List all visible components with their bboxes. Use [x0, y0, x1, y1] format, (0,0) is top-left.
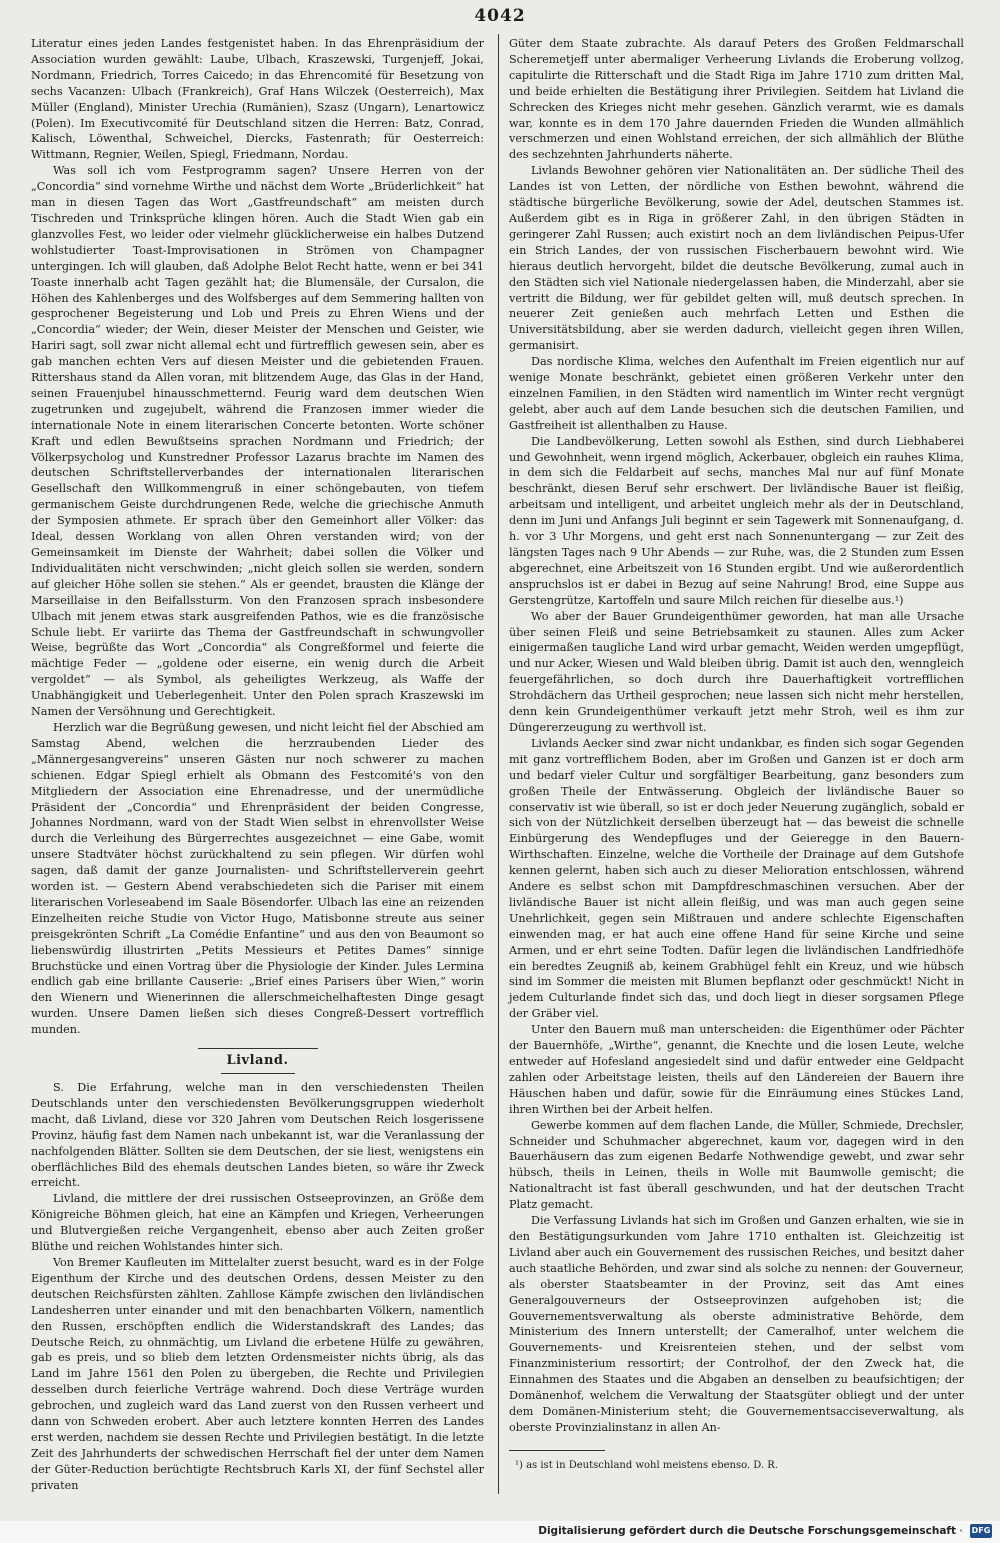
paragraph: Gewerbe kommen auf dem flachen Lande, die Müller, Schmiede, Drechsler, Schneider und Schuhmacher abgerechnet, kaum vor, dagegen wird in den Bauerhäusern das zum eigenen Bedarfe Nothwendige gewebt, und zwar sehr hübsch, theils in Leinen, theils in Wolle mit Baumwolle gemischt; die Nationaltracht ist fast überall geschwunden, und hat der deutschen Tracht Platz gemacht.: [509, 1118, 964, 1212]
section-divider: [198, 1048, 318, 1049]
footnote: ¹) as ist in Deutschland wohl meistens ebenso. D. R.: [515, 1459, 779, 1471]
paragraph: Güter dem Staate zubrachte. Als darauf Peters des Großen Feldmarschall Scheremetjeff unter abermaliger Verheerung Livlands die Eroberung vollzog, capitulirte die Ritterschaft und die Stadt Riga im Jahre 1710 zum dritten Mal, und beide erhielten die Bestätigung ihrer Privilegien. Seitdem hat Livland die Schrecken des Krieges nicht mehr gesehen. Gänzlich verarmt, wie es damals war, konnte es in dem 170 Jahre dauernden Frieden die Wunden allmählich verschmerzen und einen Wohlstand erreichen, der sich allmählich der Blüthe des sechzehnten Jahrhunderts näherte.: [509, 37, 964, 162]
paragraph: Livlands Bewohner gehören vier Nationalitäten an. Der südliche Theil des Landes ist von Letten, der nördliche von Esthen bewohnt, während die städtische bürgerliche Bevölkerung, sowie der Adel, deutschen Stammes ist. Außerdem gibt es in Riga in größerer Zahl, in den übrigen Städten in geringerer Zahl Russen; auch existirt noch an dem livländischen Peipus-Ufer ein Strich Landes, der von russischen Fischerbauern bewohnt wird. Wie hieraus deutlich hervorgeht, bildet die deutsche Bevölkerung, zumal auch in den Städten sich viel Nationale niedergelassen haben, die Minderzahl, aber sie vertritt die Bildung, wer für gebildet gelten will, muß deutsch sprechen. In neuerer Zeit genießen auch mehrfach Letten und Esthen die Universitätsbildung, aber sie werden dadurch, vielleicht gegen ihren Willen, germanisirt.: [509, 164, 964, 353]
paragraph: Herzlich war die Begrüßung gewesen, und nicht leicht fiel der Abschied am Samstag Abend, welchen die herzraubenden Lieder des „Männergesangvereins“ unseren Gästen nur noch schwerer zu machen schienen. Edgar Spiegl erhielt als Obmann des Festcomité's von den Mitgliedern der Association eine Ehrenadresse, und der unermüdliche Präsident der „Concordia“ und Ehrenpräsident der beiden Congresse, Johannes Nordmann, ward von der Stadt Wien selbst in ehrenvollster Weise durch die Verleihung des Bürgerrechtes ausgezeichnet — eine Gabe, womit unsere Stadtväter höchst zurückhaltend zu sein pflegen. Wir dürfen wohl sagen, daß damit der ganze Journalisten- und Schriftstellerverein geehrt worden ist. — Gestern Abend verabschiedeten sich die Pariser mit einem literarischen Vorleseabend im Saale Bösendorfer. Ulbach las eine an reizenden Einzelheiten reiche Studie von Victor Hugo, Matisbonne streute aus seiner preisgekrönten Schrift „La Comédie Enfantine“ und aus den von Beaumont so liebenswürdig illustrirten „Petits Messieurs et Petites Dames“ sinnige Bruchstücke und einen Vortrag über die Physiologie der Kinder. Jules Lermina endlich gab eine brillante Causerie: „Brief eines Parisers über Wien,“ worin den Wienern und Wienerinnen die allerschmeichelhaftesten Dinge gesagt wurden. Unsere Damen ließen sich dieses Congreß-Dessert vortrefflich munden.: [31, 720, 484, 1037]
footnote-divider: [509, 1450, 605, 1451]
footer-credit: [538, 1525, 966, 1537]
section-title: Livland.: [226, 1053, 289, 1069]
paragraph: Wo aber der Bauer Grundeigenthümer geworden, hat man alle Ursache über seinen Fleiß und seine Betriebsamkeit zu staunen. Alles zum Acker einigermaßen taugliche Land wird urbar gemacht, Weiden werden umgepflügt, und nur Acker, Wiesen und Wald bleiben übrig. Damit ist auch den, wenngleich feuergefährlichen, so doch durch ihre Dauerhaftigkeit vortrefflichen Strohdächern das Urtheil gesprochen; neue lassen sich nicht mehr herstellen, denn kein Grundeigenthümer verkauft jetzt mehr Stroh, weil es ihm zur Düngererzeugung zu werthvoll ist.: [509, 609, 964, 734]
paragraph: Livland, die mittlere der drei russischen Ostseeprovinzen, an Größe dem Königreiche Böhmen gleich, hat eine an Kämpfen und Kriegen, Verheerungen und Blutvergießen reiche Vergangenheit, ebenso aber auch Zeiten großer Blüthe und reichen Wohlstandes hinter sich.: [31, 1192, 484, 1254]
section-divider: [221, 1073, 295, 1074]
paragraph: Die Verfassung Livlands hat sich im Großen und Ganzen erhalten, wie sie in den Bestätigungsurkunden vom Jahre 1710 enthalten ist. Gleichzeitig ist Livland aber auch ein Gouvernement des russischen Reiches, und besitzt daher auch staatliche Behörden, und zwar sind als solche zu nennen: der Gouverneur, als oberster Staatsbeamter in der Provinz, seit das Amt eines Generalgouverneurs der Ostseeprovinzen aufgehoben ist; die Gouvernementsverwaltung als oberste administrative Behörde, dem Ministerium des Innern unterstellt; der Cameralhof, unter welchem die Gouvernements- und Kreisrenteien stehen, und der selbst vom Finanzministerium ressortirt; der Controlhof, der den Zweck hat, die Einnahmen des Staates und die Abgaben an denselben zu beaufsichtigen; der Domänenhof, welchem die Verwaltung der Staatsgüter obliegt und der unter dem Domänen-Ministerium steht; die Gouvernementsacciseverwaltung, als oberste Provinzialinstanz in allen An-: [509, 1214, 964, 1434]
paragraph: Livlands Aecker sind zwar nicht undankbar, es finden sich sogar Gegenden mit ganz vortrefflichem Boden, aber im Großen und Ganzen ist er doch arm und bedarf vieler Cultur und sorgfältiger Bearbeitung, ganz besonders zum großen Theile der Entwässerung. Obgleich der livländische Bauer so conservativ ist wie überall, so ist er doch jeder Neuerung zugänglich, sobald er sich von der Nützlichkeit derselben überzeugt hat — das beweist die schnelle Einbürgerung des Wendepfluges und der Geieregge in den Bauern-Wirthschaften. Einzelne, welche die Vortheile der Drainage auf dem Gutshofe kennen gelernt, haben sich auch zu dieser Melioration entschlossen, während Andere es selbst schon mit Dampfdreschmaschinen versuchen. Aber der livländische Bauer ist nicht allein fleißig, und was man auch gegen seine Unehrlichkeit, gegen sein Mißtrauen und andere schlechte Eigenschaften einwenden mag, er hat auch eine offene Hand für seine Kirche und seine Armen, und er ehrt seine Todten. Dafür legen die livländischen Landfriedhöfe ein beredtes Zeugniß ab, keinem Grabhügel fehlt ein Kreuz, und wie hübsch sind im Sommer die meisten mit Blumen bepflanzt oder geschmückt! Nicht in jedem Culturlande findet sich das, und doch liegt in dieser sorgsamen Pflege der Gräber viel.: [509, 736, 964, 1021]
paragraph: Die Landbevölkerung, Letten sowohl als Esthen, sind durch Liebhaberei und Gewohnheit, wenn irgend möglich, Ackerbauer, obgleich ein rauhes Klima, in dem sich die Feldarbeit auf sechs, manches Mal nur auf fünf Monate beschränkt, diesen Beruf sehr erschwert. Der livländische Bauer ist fleißig, arbeitsam und intelligent, und arbeitet ungleich mehr als der in Deutschland, denn im Juni und Anfangs Juli beginnt er sein Tagewerk mit Sonnenaufgang, d. h. vor 3 Uhr Morgens, und geht erst nach Sonnenuntergang — zur Zeit des längsten Tages nach 9 Uhr Abends — zur Ruhe, was, die 2 Stunden zum Essen abgerechnet, eine Arbeitszeit von 16 Stunden ergibt. Und wie außerordentlich anspruchslos ist er dabei in Bezug auf seine Nahrung! Brod, eine Suppe aus Gerstengrütze, Kartoffeln und saure Milch reichen für dieselbe aus.¹): [509, 434, 964, 607]
left-column: [31, 36, 484, 1494]
footer-credit-text: Digitalisierung gefördert durch die Deutsche Forschungsgemeinschaft: [538, 1525, 956, 1537]
footer-bar: [0, 1521, 1000, 1543]
column-divider: [498, 34, 499, 1494]
paragraph: Von Bremer Kaufleuten im Mittelalter zuerst besucht, ward es in der Folge Eigenthum der Kirche und des deutschen Ordens, dessen Meister zu den deutschen Reichsfürsten zählten. Zahllose Kämpfe zwischen den livländischen Landesherren unter einander und mit den benachbarten Völkern, namentlich den Russen, erschöpften endlich die Widerstandskraft des Landes; das Deutsche Reich, zu ohnmächtig, um Livland die erbetene Hülfe zu gewähren, gab es preis, und so blieb dem letzten Ordensmeister nichts übrig, als das Land im Jahre 1561 den Polen zu übergeben, die Rechte und Privilegien desselben durch feierliche Verträge wahrend. Doch diese Verträge wurden gebrochen, und zugleich ward das Land zuerst von den Russen verheert und dann von Schweden erobert. Aber auch letztere konnten Herren des Landes erst werden, nachdem sie dessen Rechte und Privilegien bestätigt. In die letzte Zeit des Jahrhunderts der schwedischen Herrschaft fiel der unter dem Namen der Güter-Reduction berüchtigte Rechtsbruch Karls XI, der fünf Sechstel aller privaten: [31, 1255, 484, 1492]
paragraph: Literatur eines jeden Landes festgenistet haben. In das Ehrenpräsidium der Association wurden gewählt: Laube, Ulbach, Kraszewski, Turgenjeff, Jokai, Nordmann, Friedrich, Torres Caicedo; in das Ehrencomité für Besetzung von sechs Vacanzen: Ulbach (Frankreich), Graf Hans Wilczek (Oesterreich), Max Müller (England), Minister Urechia (Rumänien), Szasz (Ungarn), Lenartowicz (Polen). Im Executivcomité für Deutschland sitzen die Herren: Batz, Conrad, Kalisch, Löwenthal, Schweichel, Diercks, Fastenrath; für Oesterreich: Wittmann, Regnier, Weilen, Spiegl, Friedmann, Nordau.: [31, 37, 484, 162]
page-number: 4042: [474, 6, 526, 26]
right-column: [509, 36, 964, 1472]
separator-dot: ·: [959, 1525, 963, 1537]
paragraph: Unter den Bauern muß man unterscheiden: die Eigenthümer oder Pächter der Bauernhöfe, „Wirthe“, genannt, die Knechte und die losen Leute, welche entweder auf Hofesland angesiedelt sind und dafür entweder eine Geldpacht zahlen oder Arbeitstage leisten, theils auf den Ländereien der Bauern ihre Häuschen haben und dafür, sowie für die Einräumung eines Stückes Land, ihren Wirthen bei der Arbeit helfen.: [509, 1023, 964, 1116]
paragraph: Das nordische Klima, welches den Aufenthalt im Freien eigentlich nur auf wenige Monate beschränkt, gebietet einen größeren Verkehr unter den einzelnen Familien, in den Städten wird namentlich im Winter recht vergnügt gelebt, aber auch auf dem Lande besuchen sich die deutschen Familien, und Gastfreiheit ist allenthalben zu Hause.: [509, 355, 964, 432]
paragraph: S. Die Erfahrung, welche man in den verschiedensten Theilen Deutschlands unter den verschiedensten Bevölkerungsgruppen wiederholt macht, daß Livland, diese vor 320 Jahren vom Deutschen Reich losgerissene Provinz, häufig fast dem Namen nach unbekannt ist, war die Veranlassung der nachfolgenden Blätter. Sollten sie dem Deutschen, der sie liest, wenigstens ein oberflächliches Bild des ehemals deutschen Landes bieten, so wäre ihr Zweck erreicht.: [31, 1081, 484, 1190]
paragraph: Was soll ich vom Festprogramm sagen? Unsere Herren von der „Concordia“ sind vornehme Wirthe und nächst dem Worte „Brüderlichkeit“ hat man in diesen Tagen das Wort „Gastfreundschaft“ am meisten durch Tischreden und Trinksprüche klingen hören. Auch die Stadt Wien gab ein glanzvolles Fest, wo leider oder vielmehr glücklicherweise ein halbes Dutzend wohlstudierter Toast-Improvisationen in Strömen von Champagner untergingen. Ich will glauben, daß Adolphe Belot Recht hatte, wenn er bei 341 Toaste innerhalb acht Tagen gezählt hat; die Blumensäle, der Cursalon, die Höhen des Kahlenberges und des Wolfsberges auf dem Semmering hallten von gesprochener Begeisterung und Lob und Preis zu Ehren Wiens und der „Concordia“ wieder; der Wein, dieser Meister der Menschen und Geister, wie Hariri sagt, soll zwar nicht allemal echt und fürtrefflich gewesen sein, aber es gab manchen echten Vers auf diesen Meister und die gebietenden Frauen. Rittershaus stand da Allen voran, mit blitzendem Auge, das Glas in der Hand, seinen Frauenjubel hinausschmetternd. Feurig ward dem deutschen Wien zugetrunken und zugejubelt, während die Franzosen immer wieder die internationale Note in einem literarischen Concerte betonten. Worte schöner Kraft und edlen Bewußtseins sprachen Nordmann und Friedrich; der Völkerpsycholog und Kunstredner Professor Lazarus brachte im Namen des deutschen Schriftstellerverbandes der internationalen literarischen Gesellschaft den Willkommengruß in einer schöngebauten, von tiefem germanischem Geiste durchdrungenen Rede, welche die griechische Anmuth der Symposien athmete. Er sprach über den Gemeinhort aller Völker: das Ideal, dessen Worklang von allen Ohren verstanden wird; von der Gemeinsamkeit im Dienste der Wahrheit; dabei sollen die Völker und Individualitäten nicht verschwinden; „nicht gleich sollen sie werden, sondern auf gleicher Höhe sollen sie stehen.“ Als er geendet, brausten die Klänge der Marseillaise in den Beifallssturm. Von den Franzosen sprach insbesondere Ulbach mit jenem etwas stark ausgreifenden Pathos, wie es die französische Schule liebt. Er variirte das Thema der Gastfreundschaft in schwungvoller Weise, begrüßte das Wort „Concordia“ als Congreßformel und feierte die mächtige Feder — „goldene oder eiserne, ein wenig durch die Arbeit vergoldet“ — als Symbol, als geheiligtes Werkzeug, als Waffe der Unabhängigkeit und Ueberlegenheit. Unter den Polen sprach Kraszewski im Namen der Versöhnung und Gerechtigkeit.: [31, 164, 484, 719]
dfg-logo-icon[interactable]: DFG: [970, 1524, 992, 1538]
